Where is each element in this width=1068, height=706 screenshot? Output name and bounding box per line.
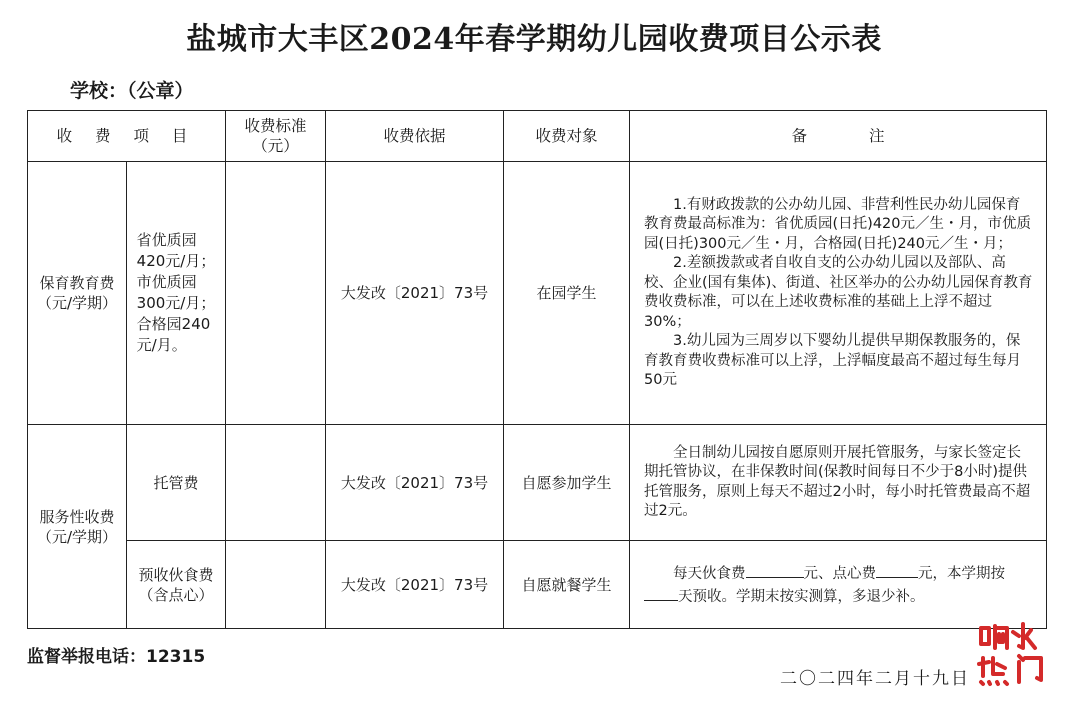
tuoguan-note: 全日制幼儿园按自愿原则开展托管服务，与家长签定长期托管协议，在非保教时间(保教时间每日不少于8小时)提供托管服务，原则上每天不超过2小时，每小时托管费最高不超过2元。 bbox=[630, 425, 1047, 541]
snack-fee-blank[interactable] bbox=[876, 562, 918, 578]
edu-note-3: 3.幼儿园为三周岁以下婴幼儿提供早期保教服务的，保育教育费收费标准可以上浮，上浮幅度最高不超过每生每月50元 bbox=[644, 333, 1022, 388]
edu-note-1: 1.有财政拨款的公办幼儿园、非营利性民办幼儿园保育教育费最高标准为：省优质园(日托)420元／生・月，市优质园(日托)300元／生・月，合格园(日托)240元／生・月； bbox=[644, 196, 1032, 252]
school-seal-line: 学校：（公章） bbox=[70, 80, 194, 102]
food-target: 自愿就餐学生 bbox=[504, 541, 630, 629]
tuoguan-target: 自愿参加学生 bbox=[504, 425, 630, 541]
tuoguan-name: 托管费 bbox=[127, 425, 226, 541]
tuoguan-standard bbox=[226, 425, 326, 541]
fee-table bbox=[27, 110, 1047, 629]
edu-target: 在园学生 bbox=[504, 162, 630, 425]
supervision-hotline: 监督举报电话：12315 bbox=[27, 647, 206, 667]
watermark-logo bbox=[975, 618, 1055, 688]
edu-standard-amount bbox=[226, 162, 326, 425]
header-note: 备 注 bbox=[630, 111, 1047, 162]
edu-basis: 大发改〔2021〕73号 bbox=[326, 162, 504, 425]
food-name: 预收伙食费 （含点心） bbox=[127, 541, 226, 629]
tuoguan-basis: 大发改〔2021〕73号 bbox=[326, 425, 504, 541]
edu-note-2: 2.差额拨款或者自收自支的公办幼儿园以及部队、高校、企业(国有集体)、街道、社区举办的公办幼儿园保育教育费收费标准，可以在上述收费标准的基础上上浮不超过30%； bbox=[644, 255, 1033, 330]
table-row-food bbox=[28, 541, 1047, 629]
edu-category: 保育教育费 （元/学期） bbox=[28, 162, 127, 425]
food-basis: 大发改〔2021〕73号 bbox=[326, 541, 504, 629]
food-standard bbox=[226, 541, 326, 629]
meal-fee-blank[interactable] bbox=[746, 562, 804, 578]
issue-date: 二〇二四年二月十九日 bbox=[780, 669, 970, 689]
header-basis: 收费依据 bbox=[326, 111, 504, 162]
edu-note bbox=[630, 162, 1047, 425]
service-category: 服务性收费 （元/学期） bbox=[28, 425, 127, 629]
table-row-tuoguan bbox=[28, 425, 1047, 541]
table-header-row bbox=[28, 111, 1047, 162]
header-target: 收费对象 bbox=[504, 111, 630, 162]
header-item: 收 费 项 目 bbox=[28, 111, 226, 162]
days-blank[interactable] bbox=[644, 585, 678, 601]
food-note: 每天伙食费 元、点心费 元，本学期按天预收。学期末按实测算，多退少补。 bbox=[630, 541, 1047, 629]
table-row-edu-fee bbox=[28, 162, 1047, 425]
edu-standard-list: 省优质园 420元/月； 市优质园 300元/月； 合格园240 元/月。 bbox=[127, 162, 226, 425]
page-title: 盐城市大丰区2024年春学期幼儿园收费项目公示表 bbox=[186, 22, 882, 57]
header-standard: 收费标准 （元） bbox=[226, 111, 326, 162]
